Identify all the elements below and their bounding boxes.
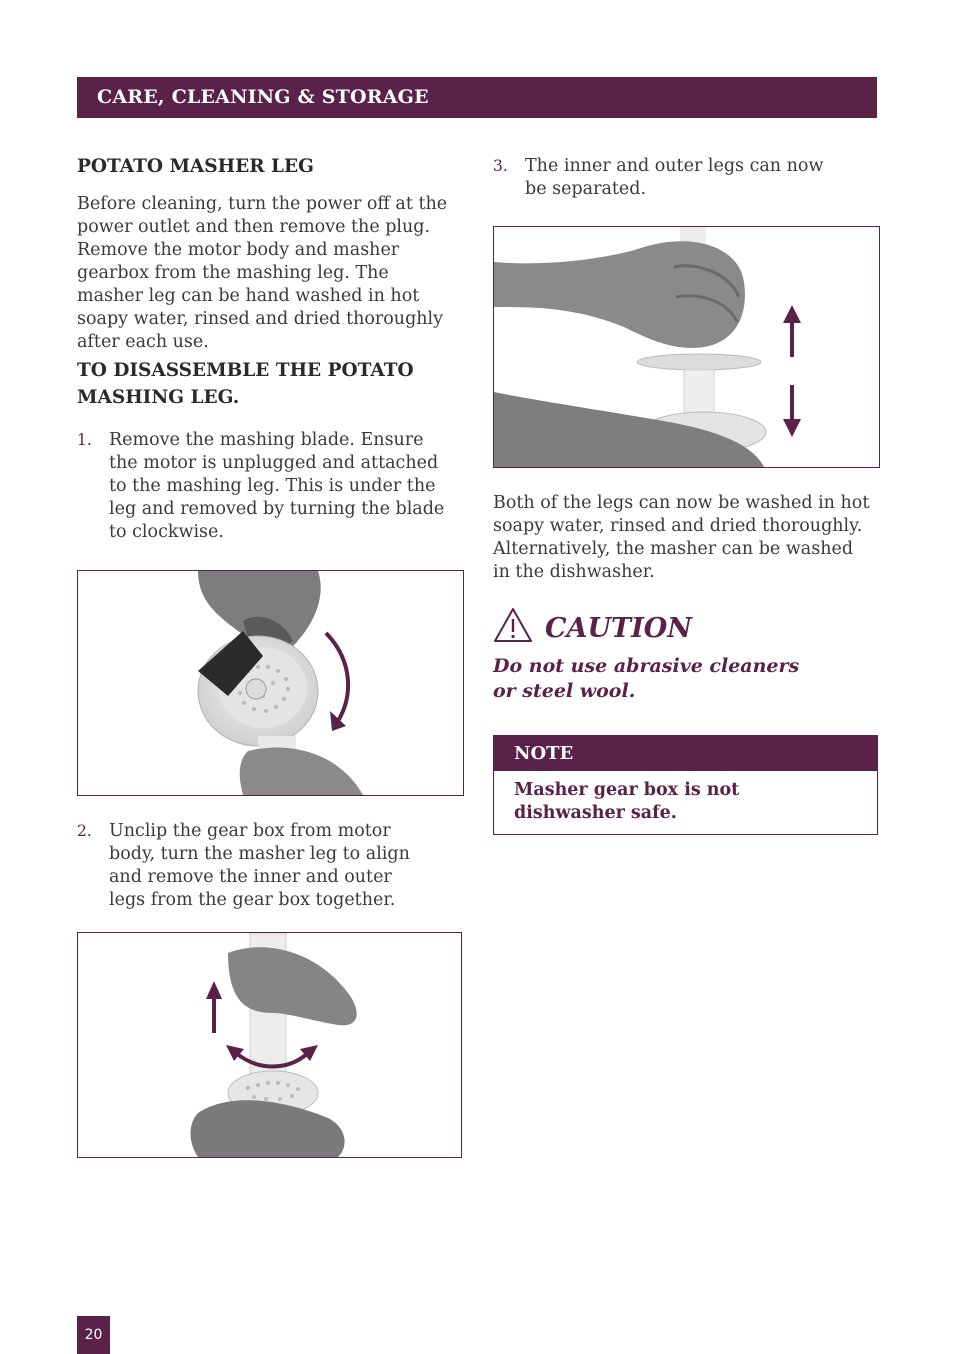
step-number: 1. [77,431,92,449]
step-number: 2. [77,822,92,840]
section-header-bar [77,77,877,118]
step-3 [493,155,873,201]
image-remove-blade [77,570,464,796]
note-text: Masher gear box is not dishwasher safe. [514,780,740,823]
step-1 [77,429,457,544]
section-title: CARE, CLEANING & STORAGE [97,86,429,108]
note-box [493,735,878,835]
step-text: Unclip the gear box from motor body, turn the masher leg to align and remove the inner and outer legs from the gear box together. [109,821,410,910]
rotate-arrow-icon [326,633,348,721]
image-separate-legs [493,226,880,468]
step-number: 3. [493,157,508,175]
step-text: Remove the mashing blade. Ensure the motor is unplugged and attached to the mashing leg. This is under the leg and removed by turning the blade to clockwise. [109,430,445,542]
page-number: 20 [77,1316,110,1354]
note-title: NOTE [494,736,877,771]
step-text: The inner and outer legs can now be separated. [525,156,824,199]
warning-triangle-icon [493,607,533,643]
wash-paragraph: Both of the legs can now be washed in hot soapy water, rinsed and dried thoroughly. Alternatively, the masher can be washed in the dishwasher. [493,493,870,582]
heading-potato-masher-leg: POTATO MASHER LEG [77,156,314,177]
image-unclip-gearbox [77,932,462,1158]
caution-text: Do not use abrasive cleaners or steel wool. [493,655,800,702]
intro-paragraph: Before cleaning, turn the power off at the power outlet and then remove the plug. Remove the motor body and masher gearbox from the mashing leg. The masher leg can be hand washed in hot soapy water, rinsed and dried thoroughly after each use. [77,194,448,352]
caution-block [493,605,883,645]
step-2 [77,820,457,912]
heading-disassemble: TO DISASSEMBLE THE POTATO MASHING LEG. [77,360,414,408]
caution-title: CAUTION [545,613,692,644]
